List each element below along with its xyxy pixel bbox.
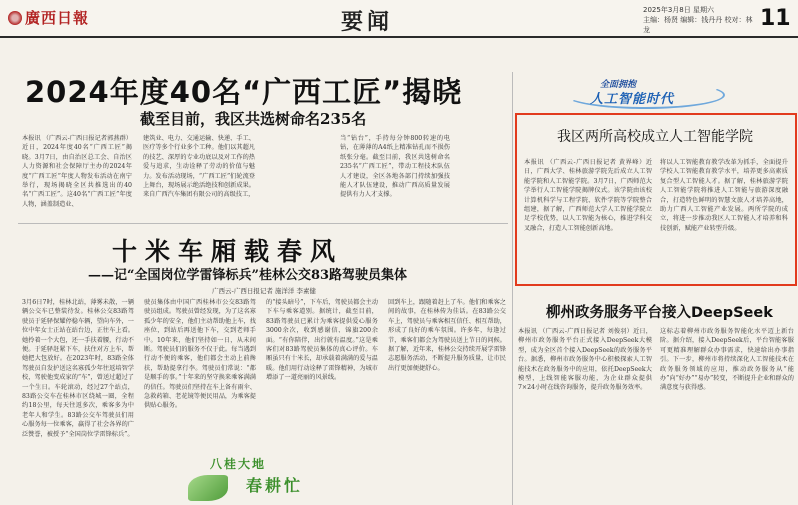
feature-column-2: 驶员集体由中国广西桂林市公交83路驾驶员组成。驾驶员曾经发现，为了这名寡孤少年的安全，他们主动帮助他上车，找座位，到站后再送他下车，交到老师手中。10年来，他们坚持如一日，从未间断。驾驶员们的服务不仅于此。每当遇到行动不便的乘客，他们都会主动上前搀扶，帮助提拿行李。驾驶员们常说：“都是顺手的事。”十年来的坚守换来乘客满满的信任。驾驶员们坚持在车上备有雨伞、急救药箱、老花镜等便民用品，为乘客提供贴心服务。 xyxy=(144,299,256,410)
lead-headline: 2024年度40名“广西工匠”揭晓 xyxy=(25,75,463,109)
editors: 主编：杨贤 编辑：钱丹丹 校对：林龙 xyxy=(643,16,753,34)
deepseek-headline: 柳州政务服务平台接入DeepSeek xyxy=(546,305,773,321)
ai-era-banner xyxy=(545,77,745,107)
feature-headline: 十米车厢载春风 xyxy=(112,237,344,266)
lead-column-3: 当“钻台”，手持每分钟800转速的电钻，在薄薄的A4纸上精准钻孔而不损伤纸张分毫。截至目前，我区共选树命名235名“广西工匠”，带动工程技术队伍人才建设，全区各地各部门持续加强技能人才队伍建设，推动广西高质量发展提供有力人才支撑。 xyxy=(340,135,450,199)
masthead-flower-icon xyxy=(8,11,22,25)
banner-line-2: 人工智能时代 xyxy=(590,92,675,107)
spring-plowing-promo xyxy=(184,453,334,505)
feature-column-4: 回到车上，跟随着赶上了车。他们和乘客之间的故事，在桂林传为佳话。在83路公交车上，驾驶员与乘客相互信任、相互帮助，形成了良好的乘车氛围。许多年，每逢过节，乘客们都会为驾驶员送上节日的问候。据了解，近年来，桂林公交持续开展学雷锋志愿服务活动，不断提升服务质量，让市民出行更加便捷舒心。 xyxy=(388,299,506,372)
feature-byline: 广西云-广西日报记者 施洋洋 李素健 xyxy=(212,287,316,295)
date: 2025年3月8日 星期六 xyxy=(643,6,714,14)
lead-column-2: 建筑业、电力、交通运输、快递、手工、医疗等多个行业多个工种。他们以其超凡的技艺、深厚的专业功底以及对工作的热爱与追求，生动诠释了劳动的价值与魅力。发布活动现场，“广西工匠”们轮流登上舞台，现场展示绝活绝技和创新成果。来自广西汽车集团有限公司的高级技工， xyxy=(143,135,255,199)
lead-column-1: 本报讯 （广西云-广西日报记者郭燕群）近日，2024年度40名“广西工匠”揭晓。3月7日，由自治区总工会、自治区人力资源和社会保障厅主办的2024年度“广西工匠”年度人物发布活动在南宁举行，现场揭晓全区共推选出的40名“广西工匠”。这40名“广西工匠”年度人物，涵盖制造业、 xyxy=(22,135,132,208)
dateline xyxy=(643,5,753,35)
ai-story-column-2: 将以人工智能教育教学改革为抓手，全面提升学校人工智能教育教学水平，培养更多高素质复合型人工智能人才。据了解，桂林旅游学院人工智能学院将推进人工智能与旅游深度融合，打造特色鲜明的智慧文旅人才培养高地，助力广西人工智能产业发展。两所学院的成立，将进一步推动我区人工智能人才培养和科技创新，赋能产业转型升级。 xyxy=(660,159,788,232)
ai-story-column-1: 本报讯 （广西云-广西日报记者 黄界峰）近日，广西大学、桂林旅游学院先后成立人工智能学院和人工智能学院。3月7日，广西师范大学举行人工智能学院揭牌仪式。该学院由该校计算机科学与工程学院、软件学院等学院整合组建，据了解，广西师范大学人工智能学院立足学校优势，以人工智能为核心，推进学科交叉融合，打造人工智能创新高地。 xyxy=(524,159,652,232)
masthead xyxy=(8,7,89,28)
page-header xyxy=(0,0,798,38)
deepseek-column-1: 本报讯 （广西云-广西日报记者 刘俊羽）近日，柳州市政务服务平台正式接入DeepSeek大模型，成为全区首个接入DeepSeek的政务服务平台。据悉，柳州市政务服务中心积极探索人工智能技术在政务服务中的应用，依托DeepSeek大模型，上线智能客服功能，为企业群众提供7×24小时在线咨询服务，提升政务服务效率。 xyxy=(518,328,652,392)
spring-line-1: 八桂大地 xyxy=(210,457,267,471)
section-title: 要闻 xyxy=(341,9,394,35)
masthead-text: 廣西日報 xyxy=(25,9,90,27)
ai-story-headline: 我区两所高校成立人工智能学院 xyxy=(557,129,753,145)
deepseek-column-2: 这标志着柳州市政务服务智能化水平迈上新台阶。据介绍，接入DeepSeek后，平台智能客服可更精准理解群众办事需求，快速给出办事指引。下一步，柳州市将持续深化人工智能技术在政务服务领域的应用，推动政务服务从“能办”向“好办”“易办”转变，不断提升企业和群众的满意度与获得感。 xyxy=(660,328,794,392)
feature-column-3: 的“接头暗号”，下车后，驾驶员都会主动下车与乘客道别。据统计，截至目前，83路驾驶员已累计为乘客提供爱心服务3000余次，收到感谢信、锦旗200余面。“有你陪伴，出行就有温度。”这是乘客们对83路驾驶员集体的真心评价。车厢虽只有十米长，却承载着满满的爱与温暖。他们用行动诠释了雷锋精神，为城市增添了一道亮丽的风景线。 xyxy=(266,299,378,382)
page-number: 11 xyxy=(760,6,791,31)
leaf-icon xyxy=(188,475,228,501)
feature-column-1: 3月6日7时，桂林北站，薄雾未散，一辆辆公交车已整装待发。桂林公交83路驾驶员于延驿保耀停稳车辆，望向车外，一位中年女士正站在站台边，正往车上看。她拎着一个大包，还一手扶着腰，行动不便。于延驿赶紧下车，扶住对方上车，帮她把大包放好。在2023年时，83路全体驾驶员自发护送这名寡孤少年往返培智学校，驾驶他变成家的“车”，曾送过超过了一个生日。车轮滚动，经过27个站点，83路公交车在桂林市区绕城一圈，全程约18公里，每天往返多次，乘客多为中老年人和学生。83路公交车驾驶员们用心服务每一位乘客，赢得了社会各界的广泛赞誉，被授予“全国岗位学雷锋标兵”。 xyxy=(22,299,134,438)
banner-line-1: 全面拥抱 xyxy=(600,80,637,90)
spring-line-2: 春耕忙 xyxy=(246,476,304,495)
section-divider xyxy=(18,223,508,224)
lead-subhead: 截至目前，我区共选树命名235名 xyxy=(140,110,367,128)
feature-subhead: ——记“全国岗位学雷锋标兵”桂林公交83路驾驶员集体 xyxy=(88,268,408,283)
column-divider xyxy=(512,72,513,505)
